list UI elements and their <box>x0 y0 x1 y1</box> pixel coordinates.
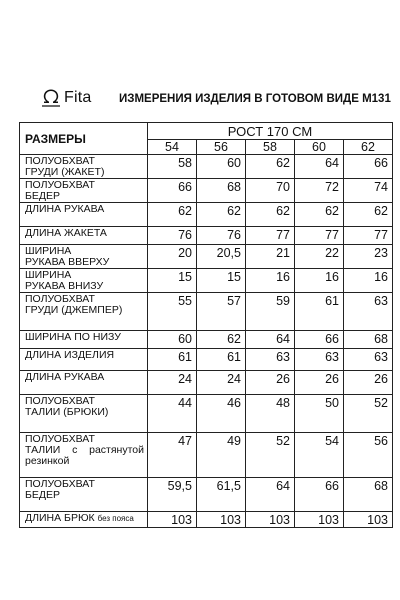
measurement-value: 68 <box>197 179 246 203</box>
document-header <box>0 0 400 120</box>
measurement-value: 66 <box>295 478 344 512</box>
measurement-label-line: ГРУДИ (ЖАКЕТ) <box>25 166 105 178</box>
measurement-value: 70 <box>246 179 295 203</box>
measurement-label-note: без пояса <box>97 514 134 523</box>
measurement-value: 63 <box>344 349 393 371</box>
measurement-label <box>20 179 148 203</box>
measurement-label-text: ПОЛУОБХВАТ <box>25 433 95 445</box>
measurement-value: 63 <box>344 293 393 331</box>
measurement-label <box>20 349 148 371</box>
measurement-value: 50 <box>295 395 344 433</box>
measurement-label-line <box>25 228 144 239</box>
measurement-value: 26 <box>246 371 295 395</box>
size-header-58: 58 <box>246 140 295 155</box>
measurement-value: 61 <box>148 349 197 371</box>
measurement-value: 20,5 <box>197 245 246 269</box>
measurement-label <box>20 293 148 331</box>
brand-name: Fita <box>64 89 92 106</box>
measurement-value: 68 <box>344 478 393 512</box>
measurement-label <box>20 227 148 245</box>
measurement-value: 21 <box>246 245 295 269</box>
table-row <box>20 179 393 203</box>
measurement-value: 56 <box>344 433 393 478</box>
measurement-value: 58 <box>148 155 197 179</box>
measurement-label-text: ДЛИНА БРЮК <box>25 512 95 524</box>
measurement-value: 63 <box>295 349 344 371</box>
measurement-label-text: ПОЛУОБХВАТ <box>25 478 95 490</box>
measurement-label-line <box>25 350 144 361</box>
measurement-value: 60 <box>148 331 197 349</box>
measurement-label <box>20 371 148 395</box>
measurement-value: 62 <box>344 203 393 227</box>
table-row <box>20 331 393 349</box>
measurement-value: 77 <box>344 227 393 245</box>
size-measurements-table <box>19 122 393 528</box>
measurement-value: 103 <box>344 512 393 528</box>
measurement-label-text: ДЛИНА РУКАВА <box>25 371 105 383</box>
measurement-value: 68 <box>344 331 393 349</box>
measurement-value: 72 <box>295 179 344 203</box>
measurement-value: 24 <box>197 371 246 395</box>
measurement-value: 44 <box>148 395 197 433</box>
measurement-value: 54 <box>295 433 344 478</box>
measurement-label-text: ШИРИНА <box>25 245 72 257</box>
measurement-label-line: ТАЛИИ с растянутой <box>25 444 144 456</box>
measurement-value: 77 <box>246 227 295 245</box>
measurement-label-line: резинкой <box>25 455 70 467</box>
measurement-value: 103 <box>295 512 344 528</box>
sizes-header: РАЗМЕРЫ <box>20 123 148 155</box>
table-row <box>20 433 393 478</box>
measurement-label-text: ДЛИНА РУКАВА <box>25 203 105 215</box>
measurement-label <box>20 155 148 179</box>
measurement-value: 103 <box>246 512 295 528</box>
measurement-label-text: ДЛИНА ЖАКЕТА <box>25 227 107 239</box>
measurement-value: 62 <box>295 203 344 227</box>
measurement-value: 59,5 <box>148 478 197 512</box>
measurement-value: 52 <box>344 395 393 433</box>
measurement-value: 64 <box>246 478 295 512</box>
measurement-value: 61 <box>197 349 246 371</box>
measurement-value: 49 <box>197 433 246 478</box>
measurement-value: 62 <box>148 203 197 227</box>
table-row <box>20 245 393 269</box>
measurement-label-text: ПОЛУОБХВАТ <box>25 395 95 407</box>
measurement-label-line <box>25 204 144 215</box>
measurement-value: 15 <box>148 269 197 293</box>
measurement-value: 61,5 <box>197 478 246 512</box>
brand-logo <box>40 86 91 110</box>
measurement-value: 74 <box>344 179 393 203</box>
table-row <box>20 371 393 395</box>
measurement-label <box>20 245 148 269</box>
measurement-value: 66 <box>295 331 344 349</box>
table-row <box>20 395 393 433</box>
measurement-label-line: БЕДЕР <box>25 489 61 501</box>
size-header-54: 54 <box>148 140 197 155</box>
measurement-value: 103 <box>148 512 197 528</box>
table-row <box>20 512 393 528</box>
measurement-label-line <box>25 372 144 383</box>
measurement-value: 47 <box>148 433 197 478</box>
measurement-value: 77 <box>295 227 344 245</box>
measurement-value: 15 <box>197 269 246 293</box>
measurement-label <box>20 269 148 293</box>
measurement-label-line: ГРУДИ (ДЖЕМПЕР) <box>25 304 123 316</box>
measurement-label-text: ШИРИНА <box>25 269 72 281</box>
measurement-value: 16 <box>246 269 295 293</box>
measurement-value: 46 <box>197 395 246 433</box>
measurement-value: 24 <box>148 371 197 395</box>
measurement-label <box>20 203 148 227</box>
document-title: ИЗМЕРЕНИЯ ИЗДЕЛИЯ В ГОТОВОМ ВИДЕ М131 <box>119 93 391 105</box>
measurement-value: 23 <box>344 245 393 269</box>
measurement-value: 26 <box>295 371 344 395</box>
measurement-label-text: ШИРИНА ПО НИЗУ <box>25 331 121 343</box>
measurement-value: 64 <box>295 155 344 179</box>
table-row <box>20 478 393 512</box>
table-row <box>20 227 393 245</box>
measurement-label <box>20 395 148 433</box>
measurement-label-line <box>25 513 144 524</box>
measurement-label-text: ПОЛУОБХВАТ <box>25 293 95 305</box>
measurement-value: 76 <box>197 227 246 245</box>
measurement-label-line <box>25 332 144 343</box>
measurement-value: 76 <box>148 227 197 245</box>
measurement-value: 64 <box>246 331 295 349</box>
measurement-value: 16 <box>344 269 393 293</box>
measurement-label-line: ТАЛИИ (БРЮКИ) <box>25 406 109 418</box>
measurement-value: 63 <box>246 349 295 371</box>
table-row <box>20 349 393 371</box>
measurement-label <box>20 433 148 478</box>
size-header-62: 62 <box>344 140 393 155</box>
measurement-value: 62 <box>246 155 295 179</box>
height-header: РОСТ 170 СМ <box>148 123 393 140</box>
measurement-value: 62 <box>197 203 246 227</box>
measurement-value: 55 <box>148 293 197 331</box>
measurement-value: 20 <box>148 245 197 269</box>
measurement-value: 26 <box>344 371 393 395</box>
measurement-value: 59 <box>246 293 295 331</box>
measurement-label-text: ПОЛУОБХВАТ <box>25 179 95 191</box>
measurement-value: 66 <box>344 155 393 179</box>
omega-circle-logo-icon <box>40 87 62 109</box>
measurement-value: 61 <box>295 293 344 331</box>
measurement-label <box>20 331 148 349</box>
measurement-value: 66 <box>148 179 197 203</box>
measurement-value: 52 <box>246 433 295 478</box>
measurement-value: 57 <box>197 293 246 331</box>
measurement-label-line: БЕДЕР <box>25 190 61 202</box>
table-header-row <box>20 123 393 140</box>
measurement-value: 48 <box>246 395 295 433</box>
measurement-label-text: ДЛИНА ИЗДЕЛИЯ <box>25 349 115 361</box>
measurement-value: 62 <box>197 331 246 349</box>
measurement-label <box>20 512 148 528</box>
table-row <box>20 203 393 227</box>
measurement-value: 60 <box>197 155 246 179</box>
size-header-60: 60 <box>295 140 344 155</box>
measurement-label-line: РУКАВА ВВЕРХУ <box>25 256 110 268</box>
measurements-body <box>20 155 393 528</box>
table-row <box>20 155 393 179</box>
table-row <box>20 269 393 293</box>
measurement-value: 22 <box>295 245 344 269</box>
measurement-label <box>20 478 148 512</box>
measurement-label-text: ПОЛУОБХВАТ <box>25 155 95 167</box>
measurement-label-line: РУКАВА ВНИЗУ <box>25 280 104 292</box>
table-row <box>20 293 393 331</box>
measurement-value: 62 <box>246 203 295 227</box>
measurement-value: 103 <box>197 512 246 528</box>
measurement-value: 16 <box>295 269 344 293</box>
size-header-56: 56 <box>197 140 246 155</box>
